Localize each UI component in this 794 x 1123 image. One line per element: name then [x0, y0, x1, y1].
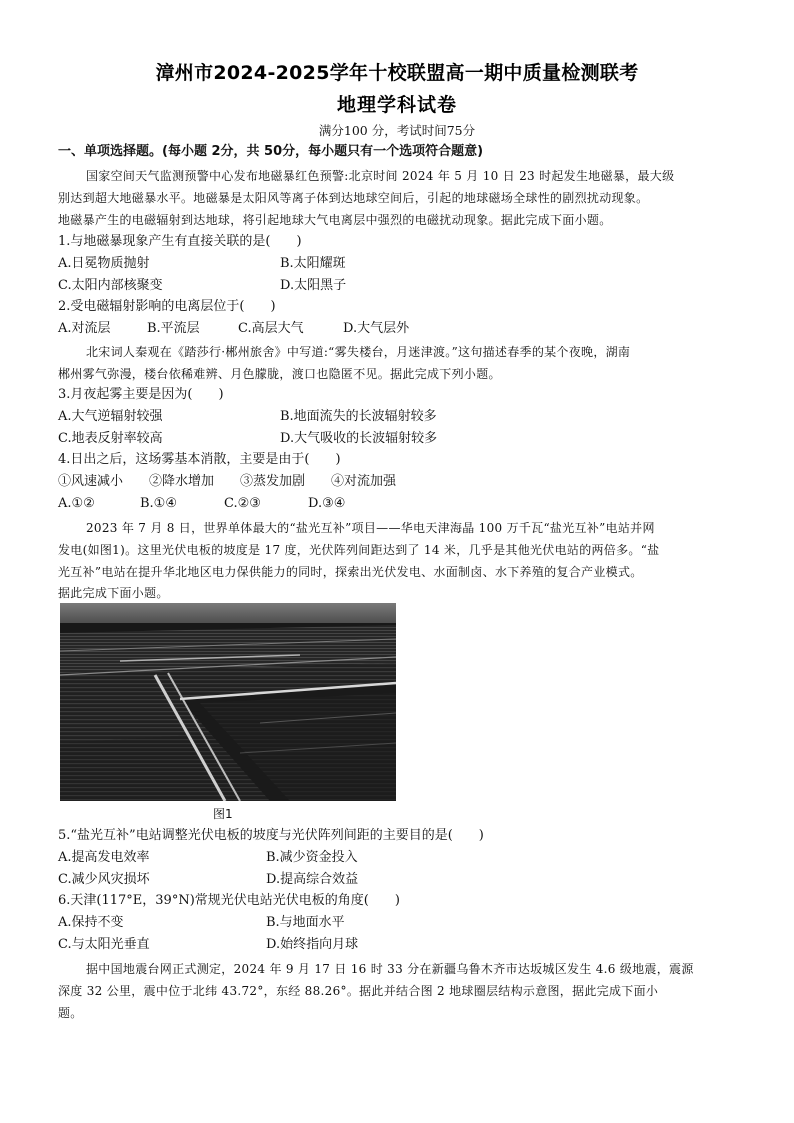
q4-option-d: D.③④: [308, 496, 346, 511]
passage3-line: 2023 年 7 月 8 日，世界单体最大的“盐光互补”项目——华电天津海晶 100 万千瓦“盐光互补”电站并网: [86, 521, 655, 535]
passage4-line: 题。: [58, 1006, 83, 1020]
question-2-stem: 2.受电磁辐射影响的电离层位于( ): [58, 299, 276, 314]
passage2-line: 郴州雾气弥漫，楼台依稀难辨、月色朦胧，渡口也隐匿不见。据此完成下列小题。: [58, 367, 501, 381]
passage1-line: 地磁暴产生的电磁辐射到达地球，将引起地球大气电离层中强烈的电磁扰动现象。据此完成下面小题。: [58, 213, 612, 227]
figure-1-caption: 图1: [213, 807, 233, 821]
q5-option-a: A.提高发电效率: [58, 850, 150, 865]
section-heading: 一、单项选择题。(每小题 2分，共 50分，每小题只有一个选项符合题意): [58, 144, 484, 159]
solar-farm-aerial-image: [60, 603, 396, 801]
q1-option-b: B.太阳耀斑: [280, 256, 346, 271]
passage3-line: 据此完成下面小题。: [58, 586, 169, 600]
question-6-stem: 6.天津(117°E，39°N)常规光伏电站光伏电板的角度( ): [58, 893, 400, 908]
exam-info: 满分100 分，考试时间75分: [318, 123, 476, 138]
q5-option-b: B.减少资金投入: [266, 850, 358, 865]
q2-option-c: C.高层大气: [238, 321, 304, 336]
question-1-stem: 1.与地磁暴现象产生有直接关联的是( ): [58, 234, 302, 249]
q2-option-a: A.对流层: [58, 321, 111, 336]
q5-option-d: D.提高综合效益: [266, 872, 359, 887]
q1-option-c: C.太阳内部核聚变: [58, 278, 163, 293]
q3-option-b: B.地面流失的长波辐射较多: [280, 409, 437, 424]
q6-option-d: D.始终指向月球: [266, 937, 359, 952]
question-5-stem: 5.“盐光互补”电站调整光伏电板的坡度与光伏阵列间距的主要目的是( ): [58, 828, 484, 843]
passage3-line: 光互补”电站在提升华北地区电力保供能力的同时，探索出光伏发电、水面制卤、水下养殖的复合产业模式。: [58, 565, 643, 579]
q6-option-a: A.保持不变: [58, 915, 124, 930]
q6-option-b: B.与地面水平: [266, 915, 345, 930]
exam-title: 漳州市2024-2025学年十校联盟高一期中质量检测联考: [155, 62, 639, 84]
passage2-line: 北宋词人秦观在《踏莎行·郴州旅舍》中写道:“雾失楼台，月迷津渡。”这句描述春季的某个夜晚，湖南: [86, 345, 631, 359]
question-3-stem: 3.月夜起雾主要是因为( ): [58, 387, 224, 402]
passage4-line: 据中国地震台网正式测定，2024 年 9 月 17 日 16 时 33 分在新疆乌鲁木齐市达坂城区发生 4.6 级地震，震源: [86, 962, 694, 976]
q1-option-d: D.太阳黑子: [280, 278, 347, 293]
q6-option-c: C.与太阳光垂直: [58, 937, 150, 952]
q1-option-a: A.日冕物质抛射: [58, 256, 150, 271]
q3-option-a: A.大气逆辐射较强: [58, 409, 163, 424]
q4-statements: ①风速减小 ②降水增加 ③蒸发加剧 ④对流加强: [58, 474, 397, 489]
question-4-stem: 4.日出之后，这场雾基本消散，主要是由于( ): [58, 452, 341, 467]
exam-subject: 地理学科试卷: [336, 94, 457, 116]
q5-option-c: C.减少风灾损坏: [58, 872, 150, 887]
q3-option-c: C.地表反射率较高: [58, 431, 163, 446]
passage4-line: 深度 32 公里，震中位于北纬 43.72°，东经 88.26°。据此并结合图 2 地球圈层结构示意图，据此完成下面小: [58, 984, 659, 998]
passage1-line: 国家空间天气监测预警中心发布地磁暴红色预警:北京时间 2024 年 5 月 10 日 23 时起发生地磁暴，最大级: [86, 169, 675, 183]
passage3-line: 发电(如图1)。这里光伏电板的坡度是 17 度，光伏阵列间距达到了 14 米，几乎是其他光伏电站的两倍多。“盐: [58, 543, 660, 557]
q2-option-d: D.大气层外: [343, 321, 410, 336]
q4-option-c: C.②③: [224, 496, 261, 511]
passage1-line: 别达到超大地磁暴水平。地磁暴是太阳风等离子体到达地球空间后，引起的地球磁场全球性的剧烈扰动现象。: [58, 191, 649, 205]
q3-option-d: D.大气吸收的长波辐射较多: [280, 431, 438, 446]
q4-option-b: B.①④: [140, 496, 177, 511]
q4-option-a: A.①②: [58, 496, 95, 511]
figure-1-photo: [60, 603, 396, 801]
q2-option-b: B.平流层: [147, 321, 200, 336]
